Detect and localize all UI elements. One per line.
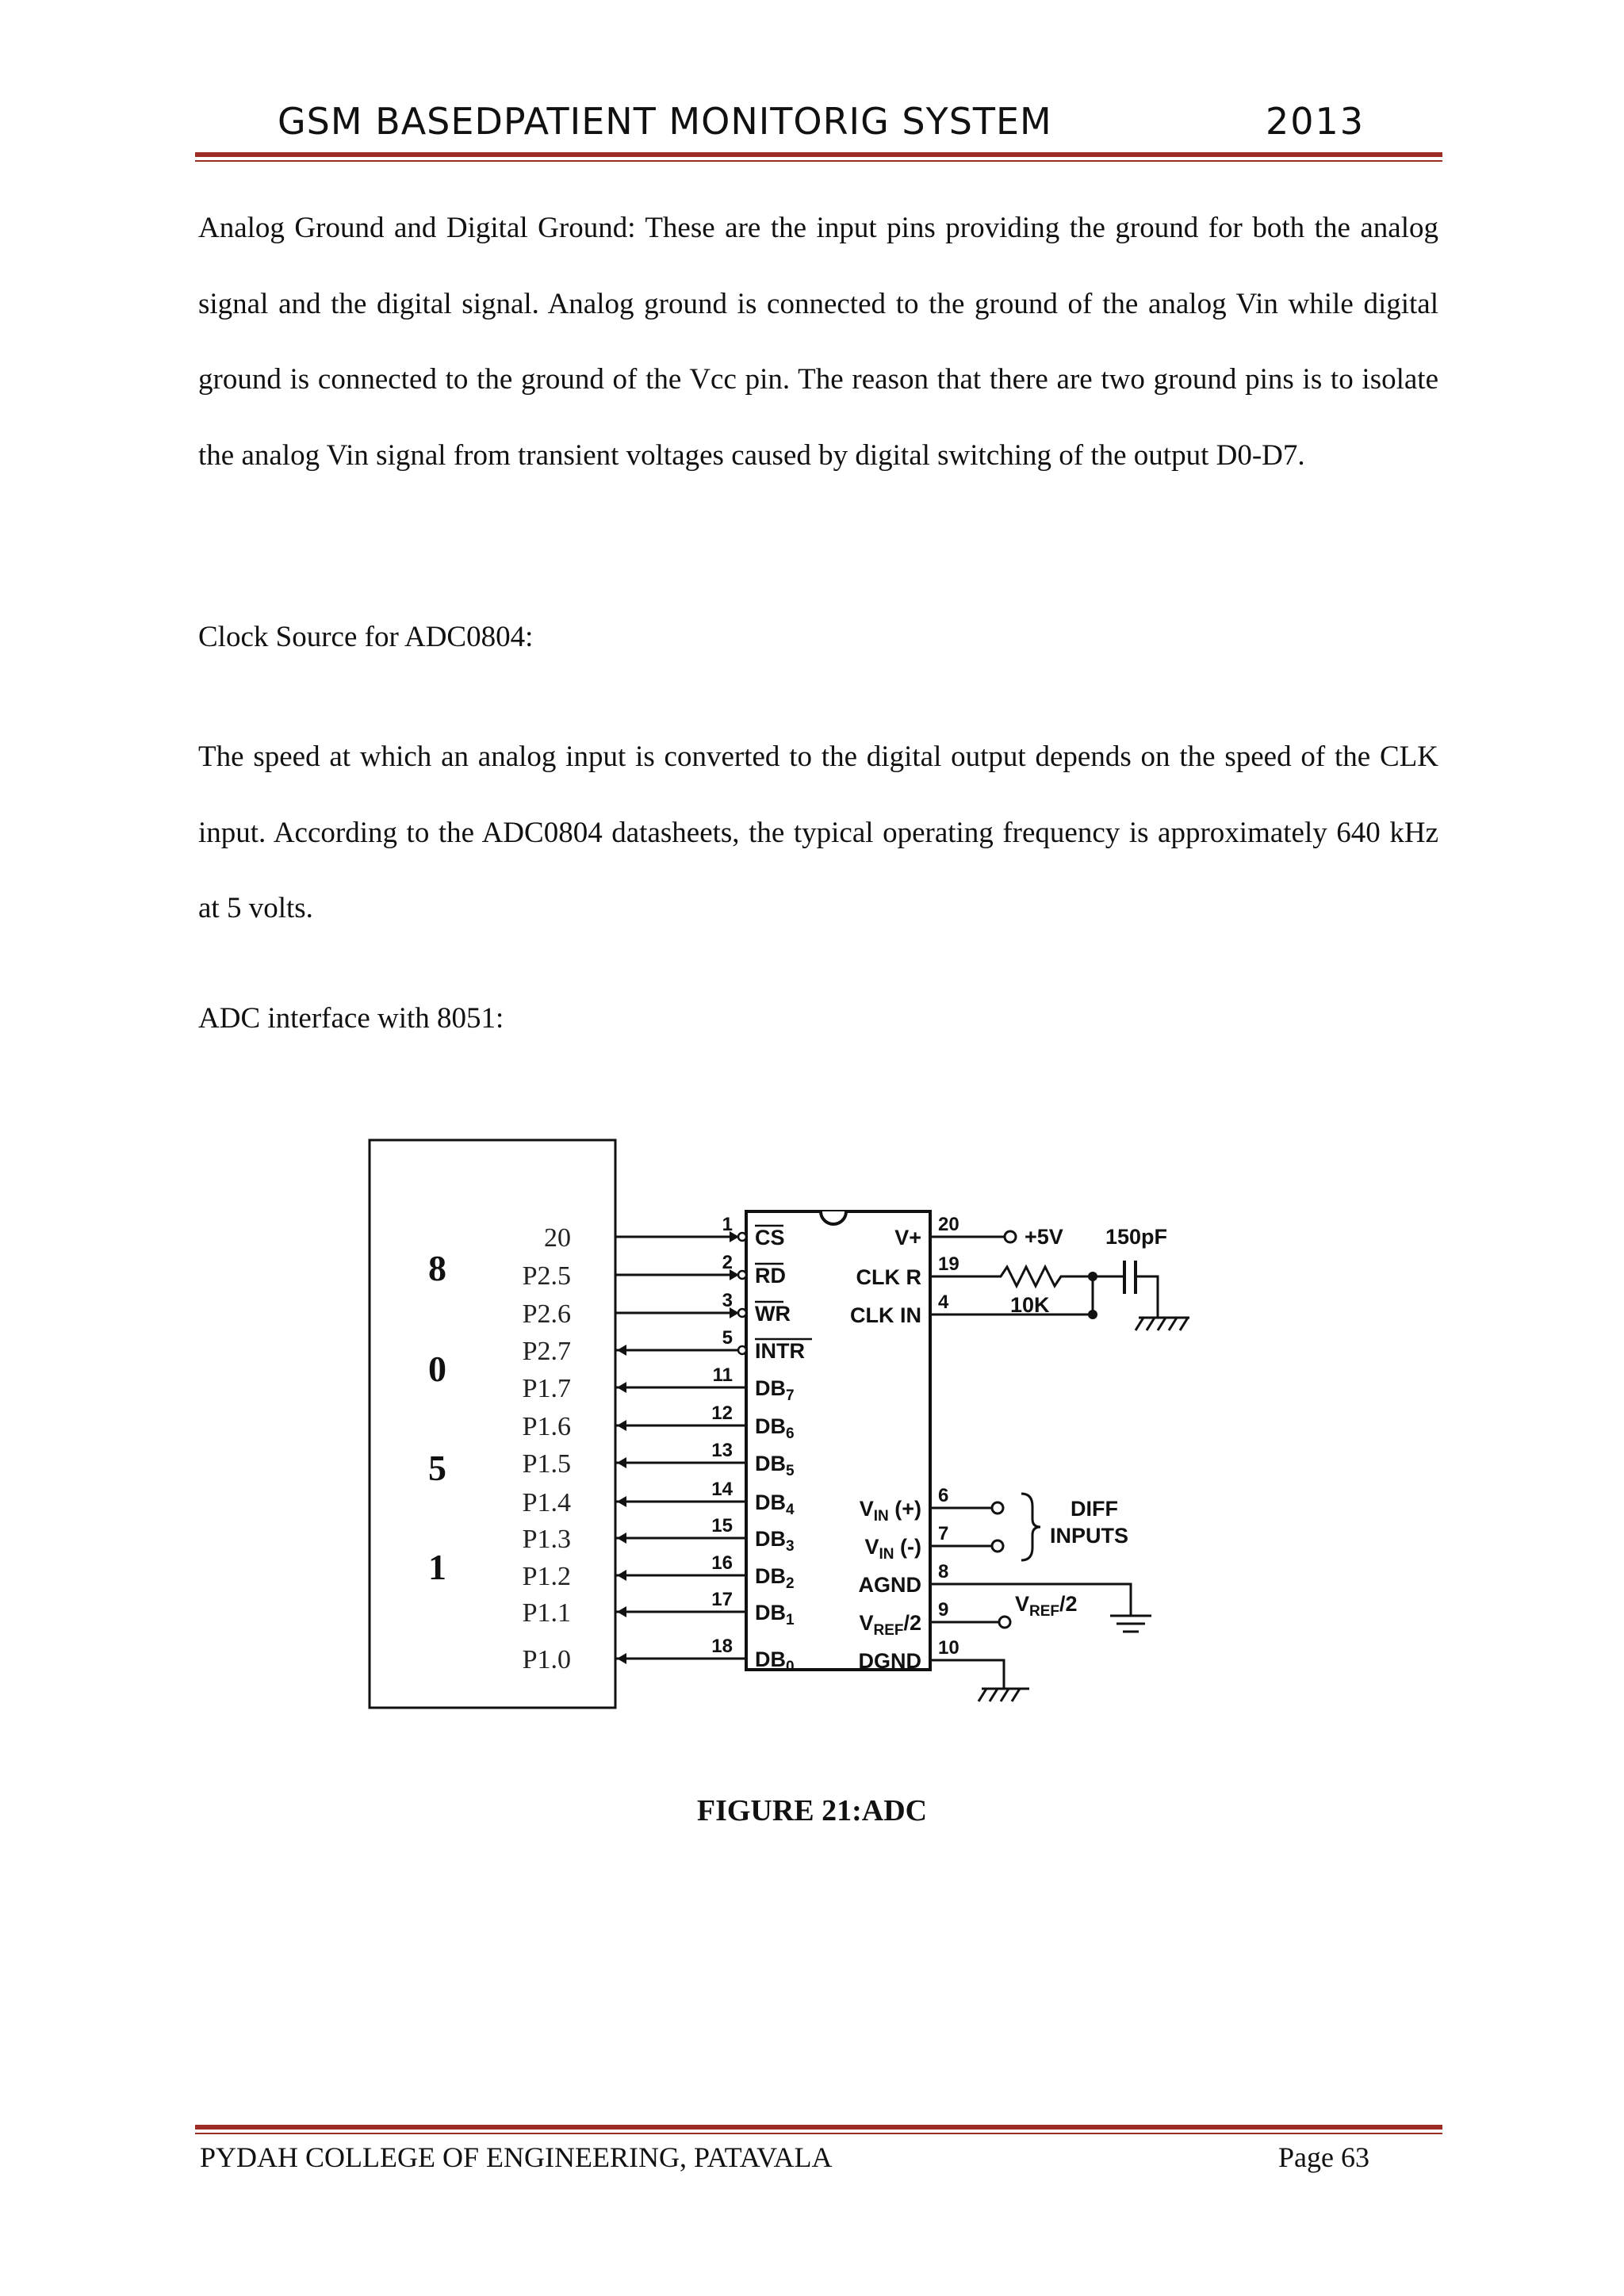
adc-signal-label: AGND [858,1573,921,1597]
mcu-pin-label: 20 [544,1223,571,1253]
mcu-name-char: 5 [428,1448,446,1488]
diff-label-2: INPUTS [1050,1524,1129,1548]
paragraph-clock-speed: The speed at which an analog input is converted to the digital output depends on the speed of the CLK input. According to the ADC0804 datasheets, the typical operating frequency is approximately 640 kHz at 5 volts. [198,740,1438,924]
vin-plus-terminal [992,1502,1003,1513]
adc-pin-number: 2 [722,1252,733,1273]
adc-pin-number: 1 [722,1214,733,1235]
adc-pin-number: 4 [938,1292,949,1313]
adc-signal-label: $DB_7$ [755,1376,795,1404]
arrow-head [617,1653,626,1664]
adc-pin-number: 20 [938,1214,959,1235]
paragraph-ground-pins: Analog Ground and Digital Ground: These are the input pins providing the ground for both the analog signal and the digital signal. Analog ground is connected to the ground of the analog Vin while digital ground is connected to the ground of the Vcc pin. The reason that there are two ground pins is to isolate the analog Vin signal from transient voltages caused by digital switching of the output D0-D7. [198,212,1438,472]
mcu-pin-label: P1.0 [522,1645,571,1674]
mcu-pin-label: P1.5 [522,1449,571,1479]
adc-signal-label: $DB_0$ [755,1647,795,1675]
adc-pin-number: 14 [711,1479,733,1500]
adc-pin-number: 10 [938,1637,959,1659]
arrow-head [617,1533,626,1544]
mcu-name-char: 8 [428,1248,446,1288]
mcu-pin-label: P1.4 [522,1488,571,1517]
resistor-label: 10K [1010,1293,1050,1317]
footer-rule [195,2125,1442,2130]
subheading-adc-interface: ADC interface with 8051: [198,1002,504,1035]
adc-pin-number: 3 [722,1290,733,1311]
vref-label: $V_{REF}/2$ [1015,1592,1078,1620]
inversion-bubble [738,1309,746,1317]
adc-pin-number: 13 [711,1440,733,1461]
vref-terminal [999,1617,1010,1628]
mcu-name-char: 1 [428,1547,446,1587]
adc-signal-label: RD [755,1264,786,1288]
vcc-label: +5V [1025,1225,1063,1249]
adc-signal-label: $V_{IN}$ (+) [859,1497,921,1525]
adc-signal-label: CLK R [856,1265,921,1289]
arrow-head [617,1606,626,1617]
footer-rule-thin [195,2133,1442,2134]
diff-brace [1021,1494,1040,1560]
adc-pin-number: 6 [938,1485,949,1506]
inversion-bubble [738,1233,746,1241]
mcu-pin-label: P1.3 [522,1525,571,1554]
mcu-pin-label: P1.7 [522,1374,571,1403]
mcu-pin-label: P1.6 [522,1412,571,1441]
adc-pin-number: 7 [938,1523,949,1544]
figure-caption: FIGURE 21:ADC [696,1794,928,1827]
adc-signal-label: $DB_5$ [755,1452,795,1479]
adc-pin-number: 19 [938,1253,959,1275]
inversion-bubble [738,1271,746,1279]
mcu-pin-label: P1.1 [522,1598,571,1628]
arrow-head [617,1496,626,1507]
adc-pin-number: 12 [711,1402,733,1424]
header-rule-thin [195,160,1442,162]
adc-signal-label: V+ [894,1226,921,1249]
subheading-clock-source: Clock Source for ADC0804: [198,621,534,653]
arrow-head [617,1345,626,1356]
footer-page-number: Page 63 [1278,2141,1369,2173]
vin-minus-terminal [992,1540,1003,1552]
arrow-head [617,1420,626,1431]
mcu-pin-label: P1.2 [522,1562,571,1591]
inversion-bubble [738,1346,746,1354]
mcu-pin-label: P2.5 [522,1261,571,1291]
adc-pin-number: 11 [712,1364,733,1386]
vcc-terminal [1005,1231,1016,1242]
mcu-pin-label: P2.7 [522,1337,571,1366]
mcu-name-char: 0 [428,1349,446,1389]
adc-signal-label: $DB_6$ [755,1414,795,1442]
capacitor-label: 150pF [1105,1225,1168,1249]
adc-pin-number: 17 [711,1589,733,1610]
arrow-head [617,1570,626,1581]
adc-signal-label: $DB_4$ [755,1490,795,1518]
adc-pin-number: 9 [938,1599,949,1621]
adc-signal-label: INTR [755,1339,805,1363]
adc-pin-number: 16 [711,1552,733,1574]
adc-signal-label: $DB_1$ [755,1601,795,1628]
adc-signal-label: $V_{REF}/2$ [859,1611,921,1639]
adc-interface-diagram [357,1126,1269,1728]
chip-notch [821,1211,846,1224]
adc-signal-label: $DB_3$ [755,1527,795,1555]
mcu-pin-label: P2.6 [522,1299,571,1329]
header-rule [195,152,1442,157]
adc-signal-label: CLK IN [850,1303,921,1327]
adc-pin-number: 18 [711,1636,733,1657]
header-title: GSM BASEDPATIENT MONITORIG SYSTEM [278,100,1052,143]
adc-signal-label: $V_{IN}$ (-) [864,1535,921,1563]
adc-signal-label: WR [755,1302,791,1326]
adc-signal-label: $DB_2$ [755,1564,795,1592]
adc-pin-number: 5 [722,1327,733,1349]
adc-signal-label: CS [755,1226,785,1249]
adc-pin-number: 15 [711,1515,733,1536]
footer-college: PYDAH COLLEGE OF ENGINEERING, PATAVALA [200,2141,833,2173]
header-year: 2013 [1266,100,1365,143]
arrow-head [617,1382,626,1393]
adc-signal-label: DGND [858,1649,921,1673]
mcu-pin-labels [523,1223,571,1674]
adc-pin-number: 8 [938,1561,949,1582]
mcu-8051-box [370,1140,615,1708]
diff-label-1: DIFF [1071,1497,1118,1521]
arrow-head [617,1457,626,1468]
